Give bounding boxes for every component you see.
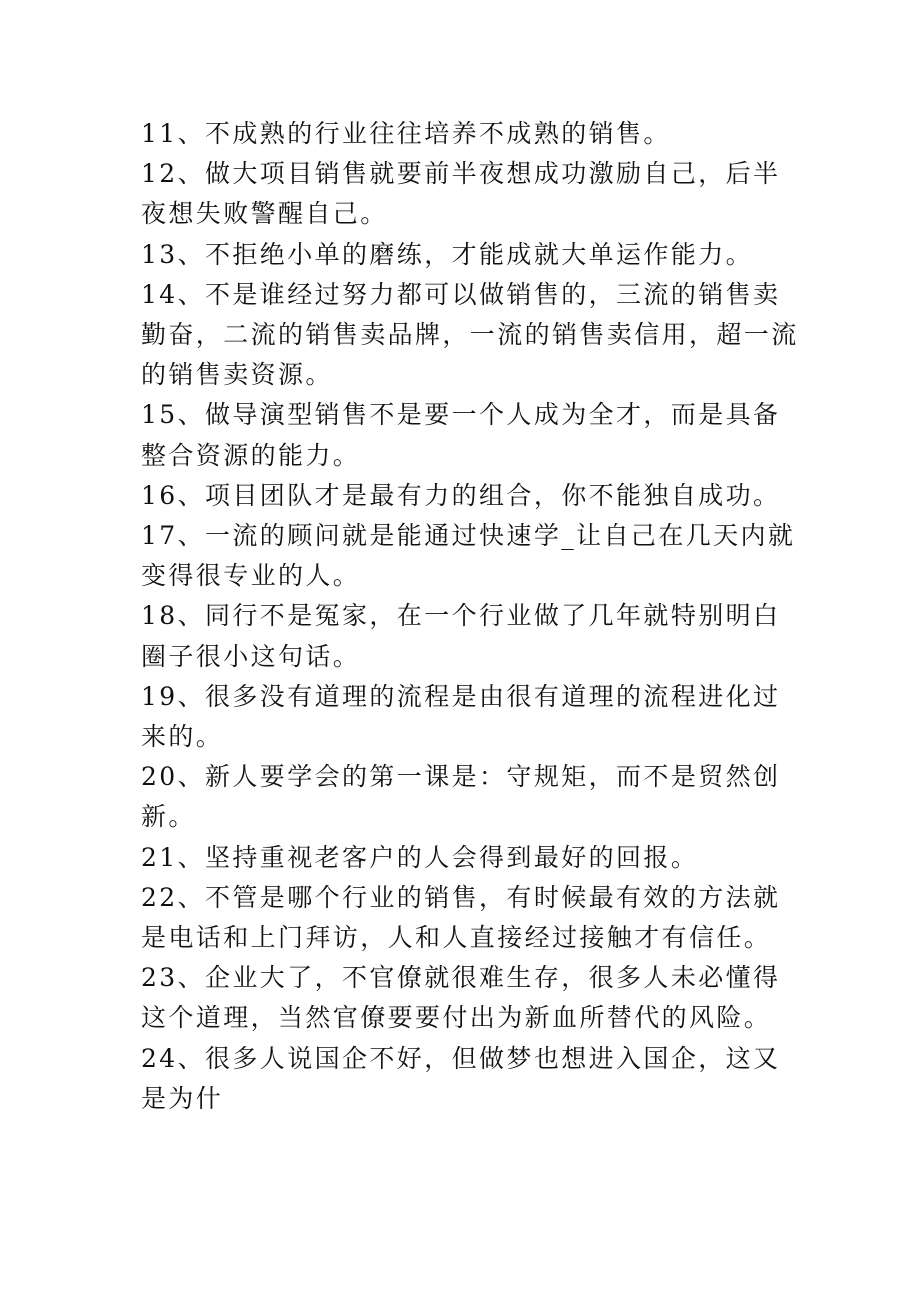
list-item: 21、坚持重视老客户的人会得到最好的回报。: [141, 842, 699, 872]
list-item: 19、很多没有道理的流程是由很有道理的流程进化过来的。: [141, 681, 781, 752]
list-item: 20、新人要学会的第一课是：守规矩，而不是贸然创新。: [141, 762, 781, 832]
list-item: 18、同行不是冤家，在一个行业做了几年就特别明白圈子很小这句话。: [141, 601, 781, 671]
document-body: [141, 114, 801, 1119]
list-item: 23、企业大了，不官僚就很难生存，很多人未必懂得这个道理，当然官僚要要付出为新血所替代的风险。: [141, 963, 781, 1033]
list-item: 15、做导演型销售不是要一个人成为全才，而是具备整合资源的能力。: [141, 400, 781, 470]
list-item: 12、做大项目销售就要前半夜想成功激励自己，后半夜想失败警醒自己。: [141, 159, 781, 229]
list-item: 16、项目团队才是最有力的组合，你不能独自成功。: [141, 480, 781, 510]
list-item: 24、很多人说国企不好，但做梦也想进入国企，这又是为什: [141, 1043, 781, 1113]
list-item: 14、不是谁经过努力都可以做销售的，三流的销售卖勤奋，二流的销售卖品牌，一流的销售卖信用，超一流的销售卖资源。: [141, 279, 799, 390]
list-item: 11、不成熟的行业往往培养不成熟的销售。: [141, 119, 671, 148]
list-item: 13、不拒绝小单的磨练，才能成就大单运作能力。: [141, 239, 754, 269]
list-item: 22、不管是哪个行业的销售，有时候最有效的方法就是电话和上门拜访，人和人直接经过接触才有信任。: [141, 882, 781, 953]
list-item: 17、一流的顾问就是能通过快速学_让自己在几天内就变得很专业的人。: [141, 521, 796, 591]
